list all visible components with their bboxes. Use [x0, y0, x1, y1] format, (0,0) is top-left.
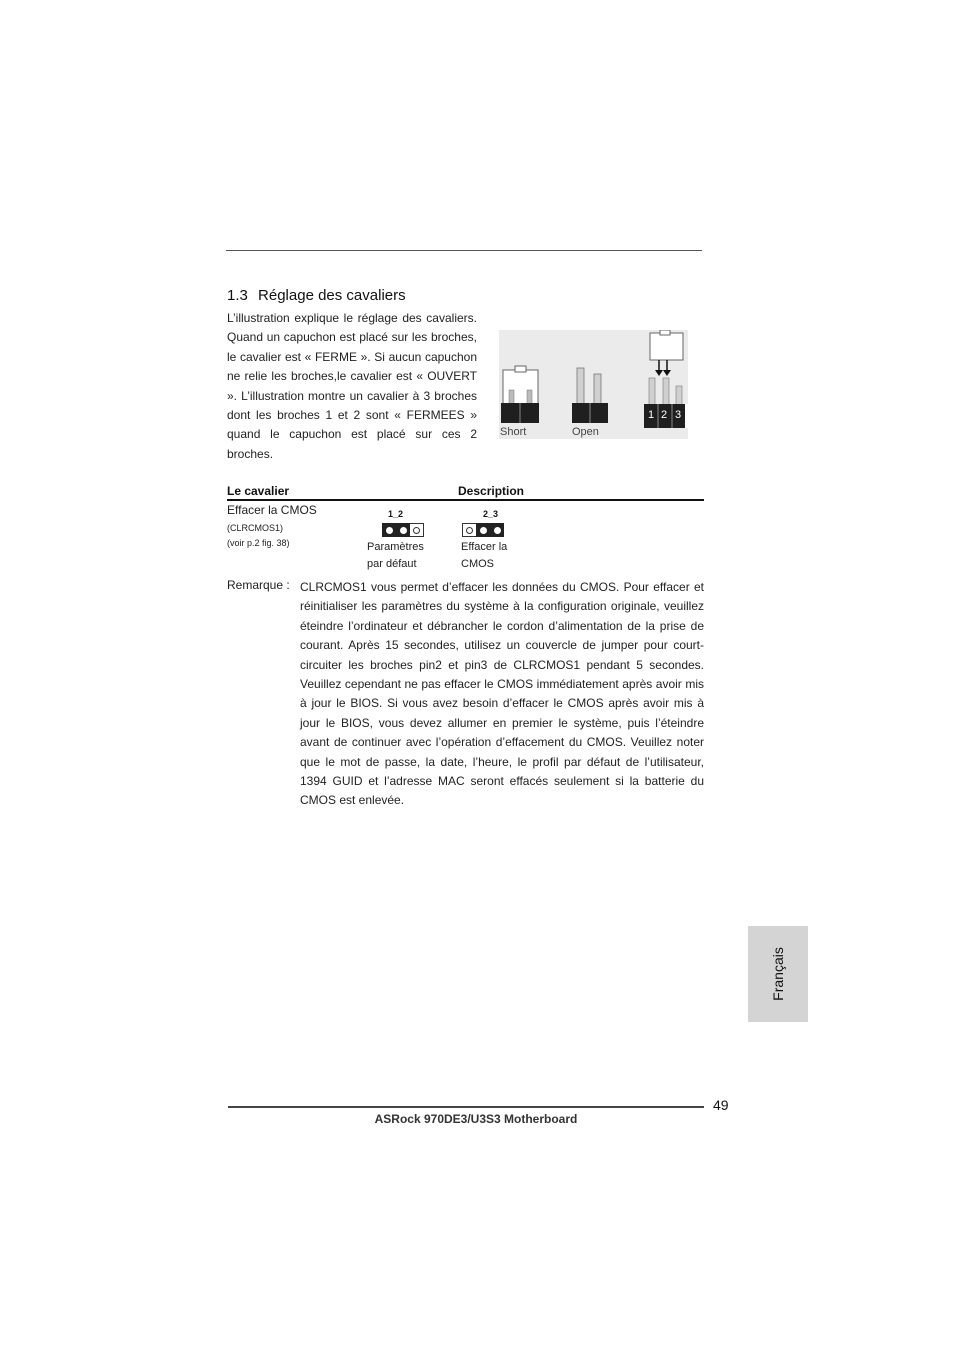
language-tab — [748, 926, 808, 1022]
setting-clear-caption — [461, 539, 507, 573]
footer-product: ASRock 970DE3/U3S3 Motherboard — [374, 1112, 578, 1126]
remark-label: Remarque : — [227, 578, 290, 592]
footer-rule — [228, 1106, 704, 1108]
pin-2 — [396, 523, 410, 537]
language-tab-label: Français — [770, 947, 786, 1001]
open-label: Open — [572, 426, 599, 438]
pins-label-2-3: 2_3 — [483, 509, 499, 519]
pin-3 — [410, 523, 424, 537]
short-jumper-graphic — [501, 366, 539, 423]
top-rule — [226, 250, 702, 251]
pin-label-1: 1 — [648, 409, 655, 421]
short-label: Short — [500, 426, 527, 438]
pin-label-2: 2 — [661, 409, 668, 421]
three-pin-jumper-graphic — [644, 330, 688, 428]
pin-diagram-1-2 — [382, 523, 424, 537]
jumper-name: Effacer la CMOS — [227, 503, 317, 517]
header-jumper: Le cavalier — [227, 484, 290, 498]
setting-clear-caption-line1: Effacer la — [461, 541, 508, 553]
section-title-text: Réglage des cavaliers — [258, 287, 406, 304]
jumper-illustration — [499, 330, 688, 439]
intro-paragraph: L’illustration explique le réglage des cavaliers. Quand un capuchon est placé sur les broches, le cavalier est « FERME ». Si aucun capuchon ne relie les broches,le cavalier est « OUVERT ». L’illustration montre un cavalier à 3 broches dont les broches 1 et 2 sont « FERMEES » quand le capuchon est placé sur ces 2 broches. — [227, 311, 477, 461]
pin-2 — [476, 523, 490, 537]
setting-clear-caption-line2: CMOS — [461, 558, 494, 570]
pin-1 — [382, 523, 396, 537]
jumper-illustration-graphic — [499, 330, 688, 439]
jumper-reference: (voir p.2 fig. 38) — [227, 538, 290, 548]
setting-default-caption-line1: Paramètres — [367, 541, 424, 553]
table-header — [227, 484, 704, 501]
pins-label-1-2: 1_2 — [388, 509, 404, 519]
pin-3 — [490, 523, 504, 537]
page-number: 49 — [713, 1097, 729, 1113]
header-description: Description — [458, 484, 525, 498]
section-title — [227, 287, 406, 304]
jumper-id: (CLRCMOS1) — [227, 523, 284, 533]
pin-label-3: 3 — [675, 409, 682, 421]
section-number: 1.3 — [227, 287, 248, 304]
pin-1 — [462, 523, 476, 537]
pin-diagram-2-3 — [462, 523, 504, 537]
remark-text: CLRCMOS1 vous permet d’effacer les données du CMOS. Pour effacer et réinitialiser les paramètres du système à la configuration originale, veuillez éteindre l’ordinateur et débrancher le cordon d’alimentation de la prise de courant. Après 15 secondes, utilisez un couvercle de jumper pour court-circuiter les broches pin2 et pin3 de CLRCMOS1 pendant 5 secondes. Veuillez cependant ne pas effacer le CMOS immédiatement après avoir mis à jour le BIOS. Si vous avez besoin d’effacer le CMOS après avoir mis à jour le BIOS, vous devez allumer en premier le système, puis l’éteindre avant de continuer avec l’opération d’effacement du CMOS. Veuillez noter que le mot de passe, la date, l’heure, le profil par défaut de l’utilisateur, 1394 GUID et l’adresse MAC seront effacés seulement si la batterie du CMOS est enlevée. — [300, 580, 704, 808]
setting-default-caption-line2: par défaut — [367, 558, 417, 570]
open-jumper-graphic — [572, 368, 608, 423]
setting-default-caption — [367, 539, 424, 573]
